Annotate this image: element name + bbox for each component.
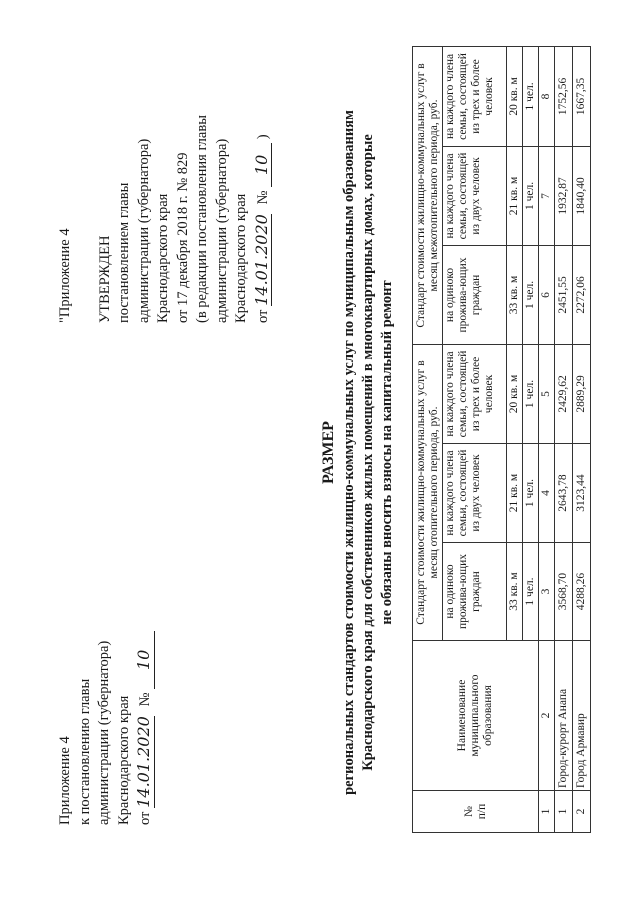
title-heading: РАЗМЕР bbox=[320, 421, 337, 484]
column-number: 7 bbox=[539, 146, 555, 245]
person-cell: 1 чел. bbox=[523, 46, 539, 146]
value-cell: 2643,78 bbox=[555, 444, 573, 543]
number-label: № bbox=[254, 190, 271, 205]
value-cell: 1932,87 bbox=[555, 146, 573, 245]
header-name-col: Наименование муниципального образования bbox=[413, 641, 539, 791]
row-number: 2 bbox=[573, 791, 591, 833]
value-cell: 4288,26 bbox=[573, 543, 591, 641]
header-three-plus-family: на каждого члена семьи, состоящей из трех и более человек bbox=[443, 344, 507, 443]
area-cell: 20 кв. м bbox=[507, 344, 523, 443]
handwritten-number: 10 bbox=[252, 143, 273, 187]
header-heating-period: Стандарт стоимости жилищно-коммунальных услуг в месяц отопительного периода, руб. bbox=[413, 344, 443, 640]
right-approval-block bbox=[56, 115, 273, 323]
right-approval-line: Краснодарского края bbox=[155, 193, 171, 323]
left-approval-block bbox=[56, 631, 156, 825]
column-number: 6 bbox=[539, 245, 555, 344]
table-row bbox=[555, 46, 573, 832]
column-number: 3 bbox=[539, 543, 555, 641]
right-approval-line: администрации (губернатора) bbox=[213, 138, 230, 323]
handwritten-number: 10 bbox=[134, 631, 155, 689]
document-title bbox=[318, 0, 397, 905]
person-cell: 1 чел. bbox=[523, 444, 539, 543]
right-approval-line: УТВЕРЖДЕН bbox=[96, 235, 113, 323]
title-line: региональных стандартов стоимости жилищно-коммунальных услуг по муниципальным образованиям bbox=[341, 110, 357, 795]
column-number: 1 bbox=[539, 791, 555, 833]
value-cell: 2451,55 bbox=[555, 245, 573, 344]
header-nonheating-period: Стандарт стоимости жилищно-коммунальных услуг в месяц межотопительного периода, руб. bbox=[413, 46, 443, 344]
area-cell: 33 кв. м bbox=[507, 245, 523, 344]
person-cell: 1 чел. bbox=[523, 543, 539, 641]
person-cell: 1 чел. bbox=[523, 344, 539, 443]
municipality-name: Город-курорт Анапа bbox=[555, 641, 573, 791]
header-single-residents: на одиноко прожива-ющих граждан bbox=[443, 543, 507, 641]
left-approval-line: администрации (губернатора) bbox=[96, 640, 112, 825]
column-number: 8 bbox=[539, 46, 555, 146]
right-approval-line: Краснодарского края bbox=[233, 193, 249, 323]
right-approval-date-line bbox=[252, 115, 274, 323]
column-number: 2 bbox=[539, 641, 555, 791]
left-approval-date-line bbox=[134, 631, 156, 825]
row-number: 1 bbox=[555, 791, 573, 833]
title-line: Краснодарского края для собственников жилых помещений в многоквартирных домах, которые bbox=[360, 134, 376, 771]
value-cell: 3123,44 bbox=[573, 444, 591, 543]
right-approval-line: администрации (губернатора) bbox=[135, 138, 152, 323]
from-label: от bbox=[137, 811, 153, 825]
column-number: 4 bbox=[539, 444, 555, 543]
value-cell: 1667,35 bbox=[573, 46, 591, 146]
value-cell: 2889,29 bbox=[573, 344, 591, 443]
standards-table bbox=[412, 46, 591, 833]
header-three-plus-family: на каждого члена семьи, состоящей из трех и более человек bbox=[443, 46, 507, 146]
table-row bbox=[573, 46, 591, 832]
right-approval-line: "Приложение 4 bbox=[57, 228, 73, 323]
area-cell: 33 кв. м bbox=[507, 543, 523, 641]
left-approval-line: Приложение 4 bbox=[57, 736, 73, 825]
header-two-person-family: на каждого члена семьи, состоящей из двух человек bbox=[443, 444, 507, 543]
number-label: № bbox=[137, 692, 153, 707]
title-line: не обязаны вносить взносы на капитальный ремонт bbox=[379, 280, 395, 625]
left-approval-line: к постановлению главы bbox=[76, 678, 93, 825]
left-approval-line: Краснодарского края bbox=[115, 695, 132, 825]
handwritten-date: 14.01.2020 bbox=[251, 214, 271, 306]
from-label: от bbox=[254, 309, 271, 323]
area-cell: 21 кв. м bbox=[507, 146, 523, 245]
value-cell: 2272,06 bbox=[573, 245, 591, 344]
area-cell: 20 кв. м bbox=[507, 46, 523, 146]
person-cell: 1 чел. bbox=[523, 146, 539, 245]
value-cell: 2429,62 bbox=[555, 344, 573, 443]
column-number: 5 bbox=[539, 344, 555, 443]
value-cell: 1752,56 bbox=[555, 46, 573, 146]
right-approval-line: постановлением главы bbox=[116, 182, 132, 323]
value-cell: 3568,70 bbox=[555, 543, 573, 641]
municipality-name: Город Армавир bbox=[573, 641, 591, 791]
column-number-row bbox=[539, 46, 555, 832]
right-approval-line: от 17 декабря 2018 г. № 829 bbox=[174, 152, 191, 323]
value-cell: 1840,40 bbox=[573, 146, 591, 245]
header-two-person-family: на каждого члена семьи, состоящей из двух человек bbox=[443, 146, 507, 245]
right-approval-line: (в редакции постановления главы bbox=[194, 115, 210, 323]
closing-paren: ) bbox=[254, 134, 271, 140]
header-number-col: № п/п bbox=[413, 791, 539, 833]
area-cell: 21 кв. м bbox=[507, 444, 523, 543]
person-cell: 1 чел. bbox=[523, 245, 539, 344]
header-single-residents: на одиноко прожива-ющих граждан bbox=[443, 245, 507, 344]
handwritten-date: 14.01.2020 bbox=[134, 716, 153, 808]
